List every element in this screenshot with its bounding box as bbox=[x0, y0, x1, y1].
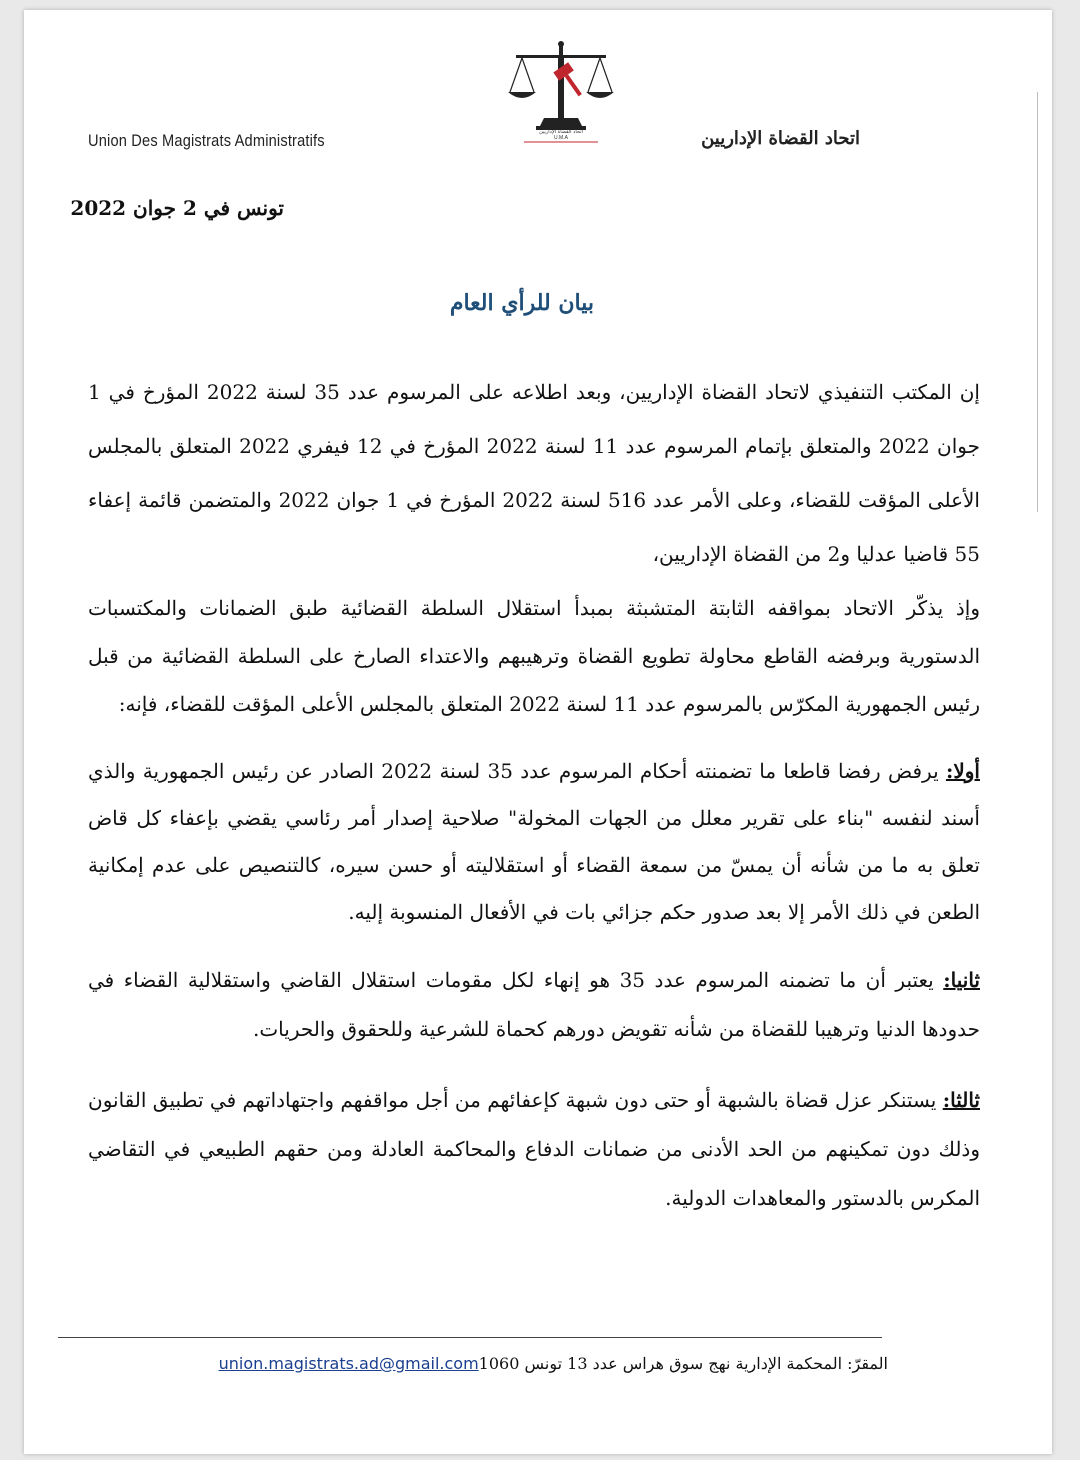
logo-caption-ar: اتحاد القضاة الإداريين bbox=[539, 129, 583, 135]
footer bbox=[219, 1354, 888, 1373]
paragraph-second bbox=[88, 956, 980, 1054]
document-page bbox=[24, 10, 1052, 1454]
page-title: بيان للرأي العام bbox=[449, 290, 594, 316]
paragraph-second-body: يعتبر أن ما تضمنه المرسوم عدد 35 هو إنهاء لكل مقومات استقلال القاضي واستقلالية القضاء في حدودها الدنيا وترهيبا للقضاة من شأنه تقويض دورهم كحماة للشرعية وللحقوق والحريات. bbox=[88, 968, 980, 1041]
logo-caption-abbr: U.M.A bbox=[554, 135, 568, 141]
paragraph-intro: إن المكتب التنفيذي لاتحاد القضاة الإداريين، وبعد اطلاعه على المرسوم عدد 35 لسنة 2022 المؤرخ في 1 جوان 2022 والمتعلق بإتمام المرسوم عدد 11 لسنة 2022 المؤرخ في 12 فيفري 2022 المتعلق بالمجلس الأعلى المؤقت للقضاء، وعلى الأمر عدد 516 لسنة 2022 المؤرخ في 1 جوان 2022 والمتضمن قائمة إعفاء 55 قاضيا عدليا و2 من القضاة الإداريين، bbox=[88, 380, 980, 566]
paragraph-recall: وإذ يذكّر الاتحاد بمواقفه الثابتة المتشبثة بمبدأ استقلال السلطة القضائية طبق الضمانات والمكتسبات الدستورية وبرفضه القاطع محاولة تطويع القضاة وترهيبهم والاعتداء الصارخ على السلطة القضائية من قبل رئيس الجمهورية المكرّس بالمرسوم عدد 11 لسنة 2022 المتعلق بالمجلس الأعلى المؤقت للقضاء، فإنه: bbox=[88, 596, 980, 716]
paragraph-first bbox=[88, 748, 980, 936]
date-line: تونس في 2 جوان 2022 bbox=[70, 196, 284, 220]
paragraph-third-lead: ثالثا: bbox=[942, 1088, 980, 1112]
org-name-ar: اتحاد القضاة الإداريين bbox=[701, 128, 860, 149]
paragraph-first-lead: أولا: bbox=[945, 759, 980, 783]
paragraph-second-lead: ثانيا: bbox=[943, 968, 980, 992]
paragraph-third-body: يستنكر عزل قضاة بالشبهة أو حتى دون شبهة كإعفائهم من أجل مواقفهم واجتهاداتهم في تطبيق القانون وذلك دون تمكينهم من الحد الأدنى من ضمانات الدفاع والمحاكمة العادلة ومن حقهم الطبيعي في التقاضي المكرس بالدستور والمعاهدات الدولية. bbox=[88, 1088, 980, 1210]
footer-divider bbox=[58, 1337, 882, 1338]
paragraph-first-body: يرفض رفضا قاطعا ما تضمنته أحكام المرسوم عدد 35 لسنة 2022 الصادر عن رئيس الجمهورية والذي أسند لنفسه "بناء على تقرير معلل من الجهات المخولة" صلاحية إصدار أمر رئاسي يقضي بإعفاء كل قاض تعلق به ما من شأنه أن يمسّ من سمعة القضاء أو استقلاليته أو حسن سيره، كالتنصيص على عدم إمكانية الطعن في ذلك الأمر إلا بعد صدور حكم جزائي بات في الأفعال المنسوبة إليه. bbox=[88, 759, 980, 924]
margin-line bbox=[1037, 92, 1038, 512]
footer-email-link[interactable]: union.magistrats.ad@gmail.com bbox=[218, 1354, 479, 1373]
paragraph-third bbox=[88, 1076, 980, 1223]
footer-address: المقرّ: المحكمة الإدارية نهج سوق هراس عدد 13 تونس 1060 bbox=[478, 1354, 888, 1373]
org-name-fr: Union Des Magistrats Administratifs bbox=[88, 131, 325, 150]
